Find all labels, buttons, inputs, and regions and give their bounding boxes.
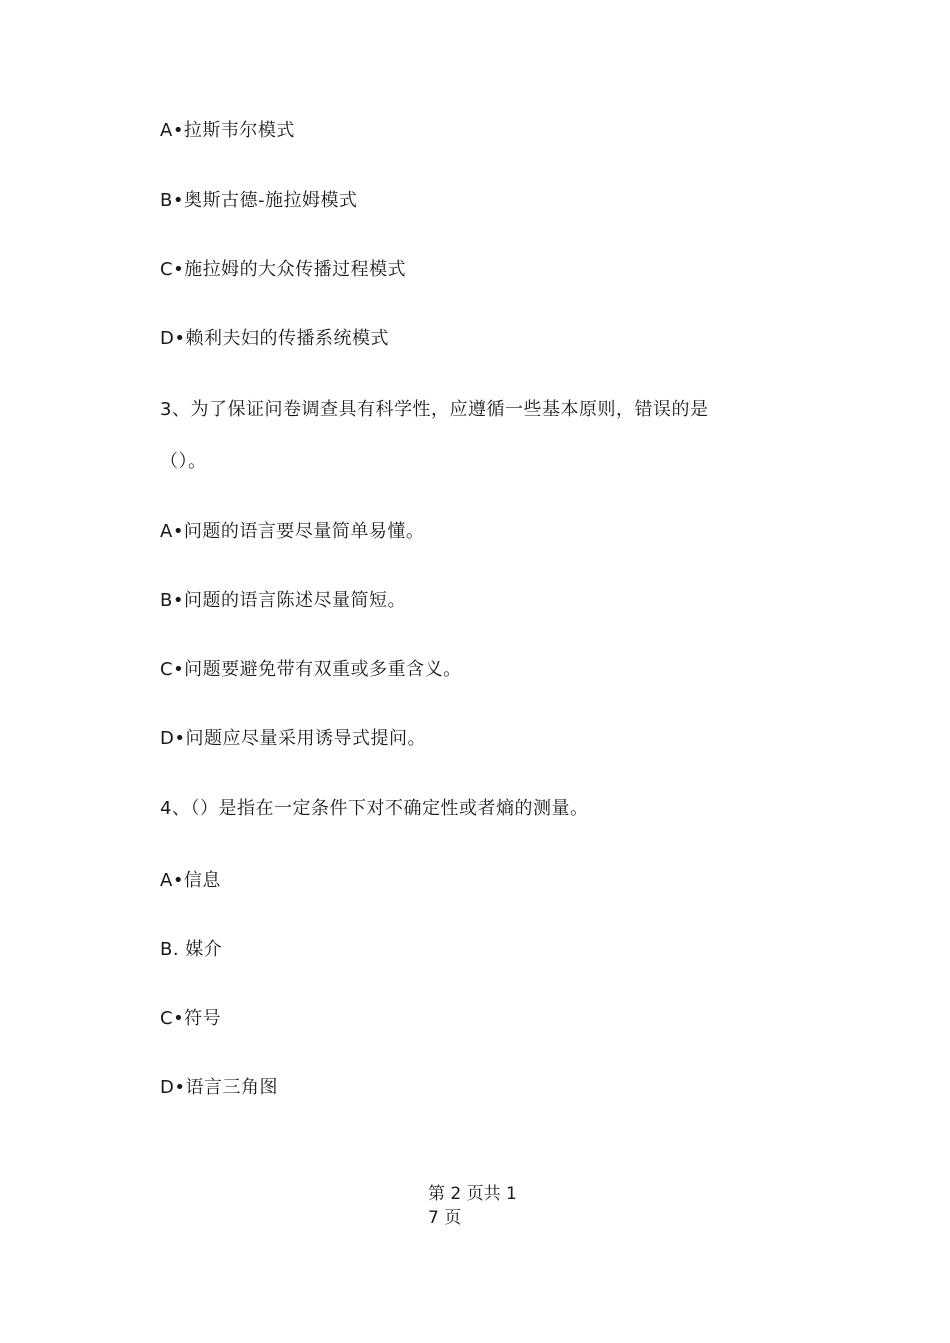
- q4-option-c: C•符号: [160, 1008, 222, 1029]
- q3-option-b: B•问题的语言陈述尽量简短。: [160, 590, 406, 611]
- q2-option-c: C•施拉姆的大众传播过程模式: [160, 259, 407, 280]
- q2-option-b: B•奥斯古德-施拉姆模式: [160, 190, 358, 211]
- q4-option-b: B. 媒介: [160, 939, 223, 960]
- page-number-line1: 第 2 页共 1: [428, 1184, 517, 1204]
- q3-option-a: A•问题的语言要尽量简单易懂。: [160, 521, 425, 542]
- q2-option-d: D•赖利夫妇的传播系统模式: [160, 328, 389, 349]
- q4-option-a: A•信息: [160, 870, 221, 891]
- q4-question: 4、（）是指在一定条件下对不确定性或者熵的测量。: [160, 798, 589, 819]
- q3-option-d: D•问题应尽量采用诱导式提问。: [160, 728, 426, 749]
- q3-question-continued: （）。: [160, 451, 207, 472]
- q3-option-c: C•问题要避免带有双重或多重含义。: [160, 659, 462, 680]
- q3-question: 3、为了保证问卷调查具有科学性，应遵循一些基本原则，错误的是: [160, 399, 709, 420]
- q2-option-a: A•拉斯韦尔模式: [160, 120, 295, 141]
- page-number-line2: 7 页: [428, 1208, 462, 1228]
- q4-option-d: D•语言三角图: [160, 1077, 278, 1098]
- page-number: [428, 1182, 517, 1230]
